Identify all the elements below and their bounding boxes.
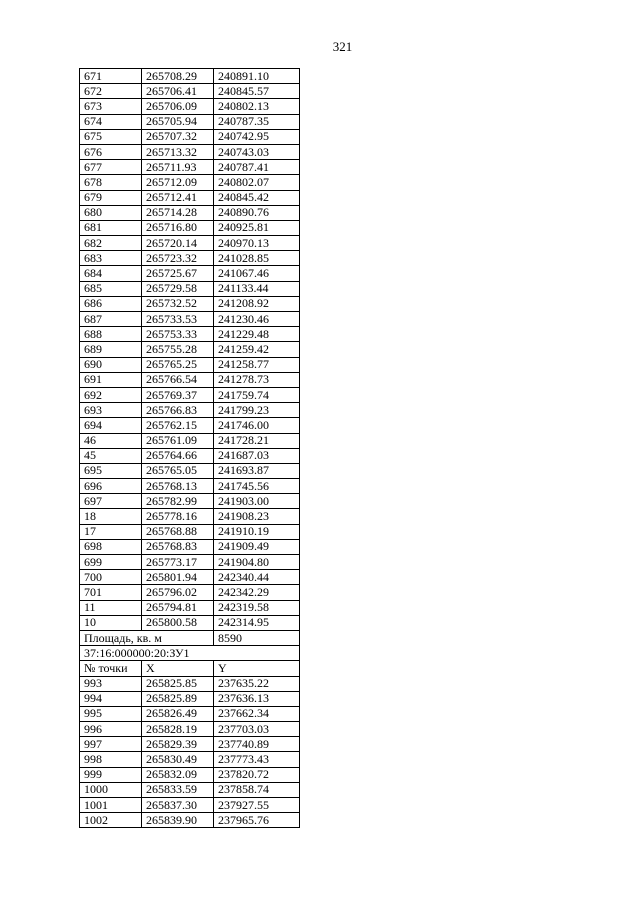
y-coordinate-cell: 241909.49	[214, 539, 300, 554]
y-coordinate-cell: 242314.95	[214, 615, 300, 630]
point-number-cell: 690	[80, 357, 142, 372]
coordinates-section-1	[80, 69, 300, 631]
y-coordinate-cell: 241259.42	[214, 342, 300, 357]
point-number-cell: 11	[80, 600, 142, 615]
y-coordinate-cell: 241759.74	[214, 387, 300, 402]
point-number-cell: 677	[80, 160, 142, 175]
x-coordinate-cell: 265723.32	[142, 251, 214, 266]
parcel-summary	[80, 630, 300, 676]
area-row	[80, 630, 300, 645]
coordinates-table	[79, 68, 300, 828]
table-row	[80, 494, 300, 509]
y-coordinate-cell: 237662.34	[214, 706, 300, 721]
x-coordinate-cell: 265761.09	[142, 433, 214, 448]
table-row	[80, 175, 300, 190]
x-coordinate-cell: 265707.32	[142, 129, 214, 144]
x-coordinate-cell: 265768.88	[142, 524, 214, 539]
y-coordinate-cell: 237858.74	[214, 782, 300, 797]
point-number-cell: 18	[80, 509, 142, 524]
point-number-cell: 684	[80, 266, 142, 281]
point-number-cell: 998	[80, 752, 142, 767]
x-coordinate-cell: 265778.16	[142, 509, 214, 524]
x-coordinate-cell: 265769.37	[142, 387, 214, 402]
y-coordinate-cell: 237703.03	[214, 722, 300, 737]
table-row	[80, 387, 300, 402]
table-row	[80, 570, 300, 585]
table-row	[80, 144, 300, 159]
table-row	[80, 722, 300, 737]
x-coordinate-cell: 265832.09	[142, 767, 214, 782]
point-number-cell: 1000	[80, 782, 142, 797]
x-coordinate-cell: 265839.90	[142, 813, 214, 828]
y-coordinate-cell: 241908.23	[214, 509, 300, 524]
point-number-cell: 996	[80, 722, 142, 737]
coordinates-section-2	[80, 676, 300, 828]
point-number-cell: 683	[80, 251, 142, 266]
point-number-cell: 671	[80, 69, 142, 84]
x-coordinate-cell: 265706.09	[142, 99, 214, 114]
point-number-cell: 689	[80, 342, 142, 357]
x-coordinate-cell: 265711.93	[142, 160, 214, 175]
area-label: Площадь, кв. м	[80, 630, 214, 645]
table-row	[80, 706, 300, 721]
x-coordinate-cell: 265762.15	[142, 418, 214, 433]
x-coordinate-cell: 265708.29	[142, 69, 214, 84]
point-number-cell: 675	[80, 129, 142, 144]
table-row	[80, 524, 300, 539]
x-coordinate-cell: 265825.85	[142, 676, 214, 691]
y-coordinate-cell: 240802.07	[214, 175, 300, 190]
x-coordinate-cell: 265725.67	[142, 266, 214, 281]
table-row	[80, 691, 300, 706]
y-coordinate-cell: 241910.19	[214, 524, 300, 539]
y-coordinate-cell: 241278.73	[214, 372, 300, 387]
y-coordinate-cell: 242340.44	[214, 570, 300, 585]
y-coordinate-cell: 241229.48	[214, 327, 300, 342]
table-row	[80, 84, 300, 99]
point-number-cell: 696	[80, 479, 142, 494]
y-coordinate-cell: 240845.57	[214, 84, 300, 99]
x-coordinate-cell: 265768.83	[142, 539, 214, 554]
point-number-cell: 686	[80, 296, 142, 311]
y-coordinate-cell: 237636.13	[214, 691, 300, 706]
x-coordinate-cell: 265713.32	[142, 144, 214, 159]
table-row	[80, 205, 300, 220]
area-value: 8590	[214, 630, 300, 645]
table-row	[80, 69, 300, 84]
x-coordinate-cell: 265828.19	[142, 722, 214, 737]
parcel-id-row	[80, 646, 300, 661]
x-coordinate-cell: 265764.66	[142, 448, 214, 463]
y-coordinate-cell: 240970.13	[214, 236, 300, 251]
table-row	[80, 296, 300, 311]
point-number-cell: 700	[80, 570, 142, 585]
point-number-cell: 672	[80, 84, 142, 99]
point-number-cell: 679	[80, 190, 142, 205]
x-coordinate-cell: 265829.39	[142, 737, 214, 752]
y-coordinate-cell: 237635.22	[214, 676, 300, 691]
point-number-cell: 698	[80, 539, 142, 554]
y-coordinate-cell: 241258.77	[214, 357, 300, 372]
point-number-cell: 674	[80, 114, 142, 129]
x-coordinate-cell: 265706.41	[142, 84, 214, 99]
y-coordinate-cell: 241728.21	[214, 433, 300, 448]
y-coordinate-cell: 241133.44	[214, 281, 300, 296]
y-coordinate-cell: 241745.56	[214, 479, 300, 494]
point-number-cell: 687	[80, 312, 142, 327]
point-number-cell: 673	[80, 99, 142, 114]
point-number-cell: 993	[80, 676, 142, 691]
x-coordinate-cell: 265766.54	[142, 372, 214, 387]
point-number-cell: 695	[80, 463, 142, 478]
y-coordinate-cell: 237927.55	[214, 798, 300, 813]
table-row	[80, 615, 300, 630]
table-row	[80, 798, 300, 813]
table-row	[80, 509, 300, 524]
y-coordinate-cell: 237773.43	[214, 752, 300, 767]
column-header-x: X	[142, 661, 214, 676]
y-coordinate-cell: 241230.46	[214, 312, 300, 327]
x-coordinate-cell: 265837.30	[142, 798, 214, 813]
table-row	[80, 99, 300, 114]
point-number-cell: 678	[80, 175, 142, 190]
y-coordinate-cell: 241687.03	[214, 448, 300, 463]
x-coordinate-cell: 265773.17	[142, 555, 214, 570]
x-coordinate-cell: 265765.05	[142, 463, 214, 478]
y-coordinate-cell: 241904.80	[214, 555, 300, 570]
table-row	[80, 782, 300, 797]
x-coordinate-cell: 265800.58	[142, 615, 214, 630]
table-row	[80, 752, 300, 767]
point-number-cell: 685	[80, 281, 142, 296]
table-row	[80, 236, 300, 251]
x-coordinate-cell: 265782.99	[142, 494, 214, 509]
table-row	[80, 403, 300, 418]
x-coordinate-cell: 265755.28	[142, 342, 214, 357]
point-number-cell: 681	[80, 220, 142, 235]
table-row	[80, 160, 300, 175]
x-coordinate-cell: 265794.81	[142, 600, 214, 615]
point-number-cell: 45	[80, 448, 142, 463]
x-coordinate-cell: 265833.59	[142, 782, 214, 797]
x-coordinate-cell: 265712.41	[142, 190, 214, 205]
point-number-cell: 46	[80, 433, 142, 448]
table-row	[80, 676, 300, 691]
y-coordinate-cell: 241693.87	[214, 463, 300, 478]
point-number-cell: 999	[80, 767, 142, 782]
table-row	[80, 266, 300, 281]
x-coordinate-cell: 265801.94	[142, 570, 214, 585]
x-coordinate-cell: 265753.33	[142, 327, 214, 342]
page-number: 321	[332, 39, 353, 54]
y-coordinate-cell: 242319.58	[214, 600, 300, 615]
table-row	[80, 342, 300, 357]
y-coordinate-cell: 241028.85	[214, 251, 300, 266]
y-coordinate-cell: 241746.00	[214, 418, 300, 433]
y-coordinate-cell: 240787.35	[214, 114, 300, 129]
table-row	[80, 600, 300, 615]
point-number-cell: 699	[80, 555, 142, 570]
point-number-cell: 691	[80, 372, 142, 387]
x-coordinate-cell: 265768.13	[142, 479, 214, 494]
point-number-cell: 697	[80, 494, 142, 509]
point-number-cell: 10	[80, 615, 142, 630]
point-number-cell: 1002	[80, 813, 142, 828]
x-coordinate-cell: 265765.25	[142, 357, 214, 372]
column-header-y: Y	[214, 661, 300, 676]
table-row	[80, 372, 300, 387]
y-coordinate-cell: 240925.81	[214, 220, 300, 235]
point-number-cell: 693	[80, 403, 142, 418]
point-number-cell: 680	[80, 205, 142, 220]
y-coordinate-cell: 237820.72	[214, 767, 300, 782]
y-coordinate-cell: 241208.92	[214, 296, 300, 311]
x-coordinate-cell: 265705.94	[142, 114, 214, 129]
point-number-cell: 692	[80, 387, 142, 402]
point-number-cell: 688	[80, 327, 142, 342]
x-coordinate-cell: 265766.83	[142, 403, 214, 418]
x-coordinate-cell: 265714.28	[142, 205, 214, 220]
column-header-point: № точки	[80, 661, 142, 676]
y-coordinate-cell: 240743.03	[214, 144, 300, 159]
point-number-cell: 17	[80, 524, 142, 539]
y-coordinate-cell: 237965.76	[214, 813, 300, 828]
table-row	[80, 312, 300, 327]
table-row	[80, 433, 300, 448]
table-row	[80, 190, 300, 205]
y-coordinate-cell: 240891.10	[214, 69, 300, 84]
table-row	[80, 737, 300, 752]
x-coordinate-cell: 265720.14	[142, 236, 214, 251]
table-row	[80, 129, 300, 144]
y-coordinate-cell: 241903.00	[214, 494, 300, 509]
point-number-cell: 676	[80, 144, 142, 159]
table-row	[80, 767, 300, 782]
table-row	[80, 555, 300, 570]
y-coordinate-cell: 241067.46	[214, 266, 300, 281]
y-coordinate-cell: 240742.95	[214, 129, 300, 144]
column-header-row	[80, 661, 300, 676]
table-row	[80, 327, 300, 342]
point-number-cell: 694	[80, 418, 142, 433]
table-row	[80, 813, 300, 828]
table-row	[80, 539, 300, 554]
x-coordinate-cell: 265830.49	[142, 752, 214, 767]
x-coordinate-cell: 265732.52	[142, 296, 214, 311]
x-coordinate-cell: 265716.80	[142, 220, 214, 235]
x-coordinate-cell: 265733.53	[142, 312, 214, 327]
table-row	[80, 585, 300, 600]
point-number-cell: 1001	[80, 798, 142, 813]
point-number-cell: 994	[80, 691, 142, 706]
y-coordinate-cell: 240802.13	[214, 99, 300, 114]
table-row	[80, 448, 300, 463]
table-row	[80, 463, 300, 478]
y-coordinate-cell: 237740.89	[214, 737, 300, 752]
y-coordinate-cell: 241799.23	[214, 403, 300, 418]
x-coordinate-cell: 265712.09	[142, 175, 214, 190]
point-number-cell: 682	[80, 236, 142, 251]
x-coordinate-cell: 265826.49	[142, 706, 214, 721]
table-row	[80, 251, 300, 266]
table-row	[80, 357, 300, 372]
point-number-cell: 995	[80, 706, 142, 721]
point-number-cell: 701	[80, 585, 142, 600]
y-coordinate-cell: 240890.76	[214, 205, 300, 220]
table-row	[80, 479, 300, 494]
y-coordinate-cell: 242342.29	[214, 585, 300, 600]
point-number-cell: 997	[80, 737, 142, 752]
table-row	[80, 281, 300, 296]
table-row	[80, 220, 300, 235]
x-coordinate-cell: 265825.89	[142, 691, 214, 706]
y-coordinate-cell: 240845.42	[214, 190, 300, 205]
y-coordinate-cell: 240787.41	[214, 160, 300, 175]
table-row	[80, 418, 300, 433]
x-coordinate-cell: 265796.02	[142, 585, 214, 600]
x-coordinate-cell: 265729.58	[142, 281, 214, 296]
table-row	[80, 114, 300, 129]
parcel-id: 37:16:000000:20:ЗУ1	[80, 646, 300, 661]
